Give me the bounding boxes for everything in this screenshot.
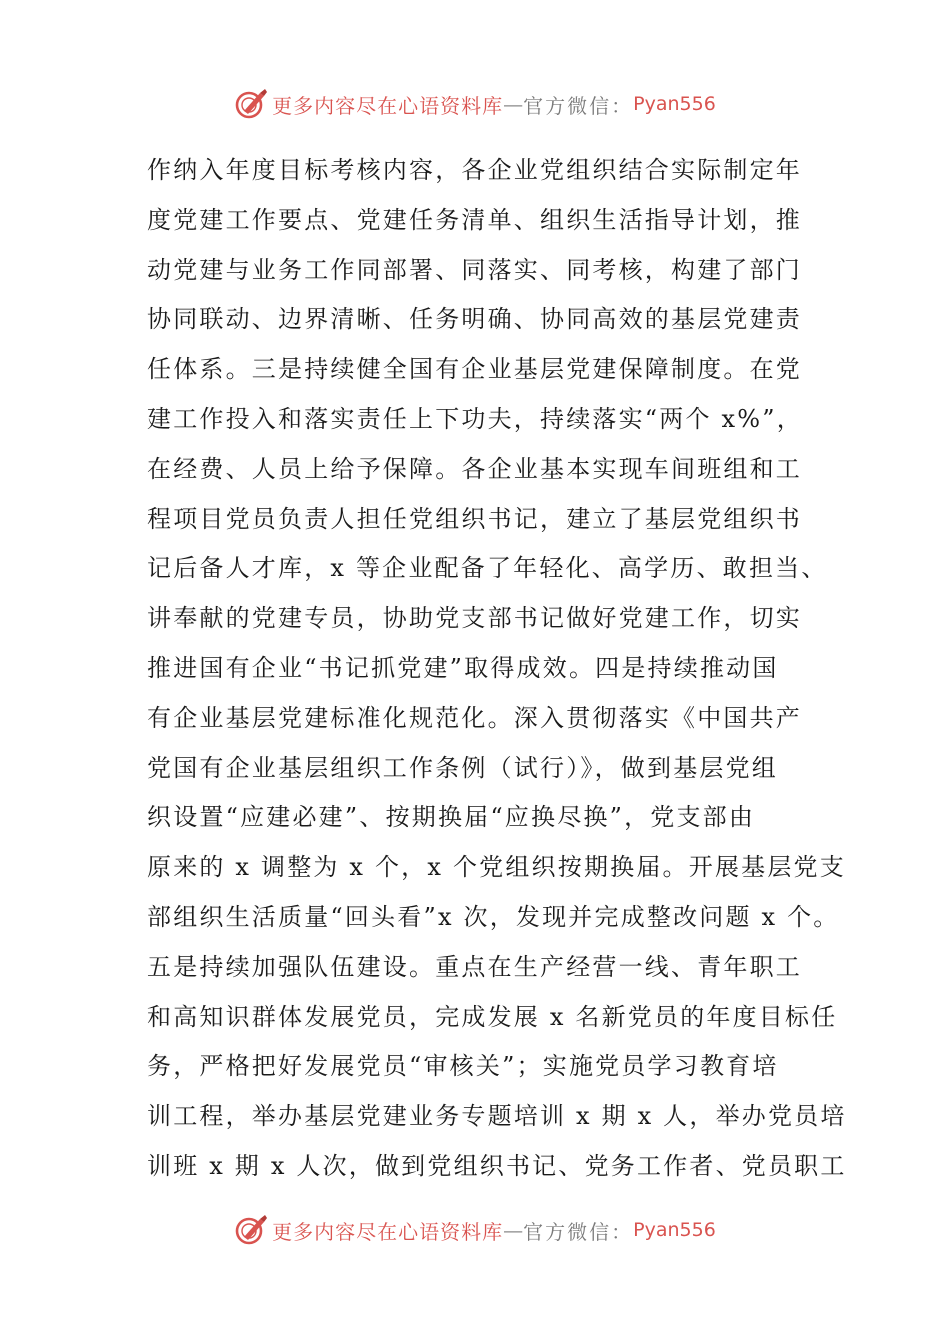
document-body <box>147 146 847 1192</box>
footer-banner <box>0 1210 950 1250</box>
pen-nib-logo-icon <box>234 87 268 121</box>
pen-nib-logo-icon <box>234 1213 268 1247</box>
text-line: 务，严格把好发展党员“审核关”；实施党员学习教育培 <box>147 1052 779 1081</box>
banner-dash: — <box>503 1218 524 1242</box>
text-line: 在经费、人员上给予保障。各企业基本实现车间班组和工 <box>147 454 802 483</box>
text-line: 训班 x 期 x 人次，做到党组织书记、党务工作者、党员职工 <box>147 1151 847 1180</box>
text-line: 织设置“应建必建”、按期换届“应换尽换”，党支部由 <box>147 803 756 832</box>
banner-site-text: 更多内容尽在心语资料库 <box>272 1219 504 1244</box>
text-line: 部组织生活质量“回头看”x 次，发现并完成整改问题 x 个。 <box>147 902 840 931</box>
text-line: 五是持续加强队伍建设。重点在生产经营一线、青年职工 <box>147 952 802 981</box>
header-banner <box>0 84 950 124</box>
text-line: 作纳入年度目标考核内容，各企业党组织结合实际制定年 <box>147 156 802 184</box>
text-line: 动党建与业务工作同部署、同落实、同考核，构建了部门 <box>147 255 802 284</box>
text-line: 训工程，举办基层党建业务专题培训 x 期 x 人，举办党员培 <box>147 1102 847 1131</box>
text-line: 度党建工作要点、党建任务清单、组织生活指导计划，推 <box>147 205 802 234</box>
text-line: 程项目党员负责人担任党组织书记，建立了基层党组织书 <box>147 504 802 533</box>
text-line: 记后备人才库，x 等企业配备了年轻化、高学历、敢担当、 <box>147 554 828 583</box>
banner-wechat-id: Pyan556 <box>633 1219 716 1241</box>
text-line: 任体系。三是持续健全国有企业基层党建保障制度。在党 <box>147 355 802 384</box>
text-line: 讲奉献的党建专员，协助党支部书记做好党建工作，切实 <box>147 604 802 633</box>
banner-site-text: 更多内容尽在心语资料库 <box>272 93 504 118</box>
banner-official-label: 官方微信： <box>523 93 634 118</box>
banner-official-label: 官方微信： <box>523 1219 634 1244</box>
text-line: 有企业基层党建标准化规范化。深入贯彻落实《中国共产 <box>147 703 802 732</box>
banner-wechat-id: Pyan556 <box>633 93 716 115</box>
text-line: 建工作投入和落实责任上下功夫，持续落实“两个 x%”， <box>147 404 803 433</box>
text-line: 和高知识群体发展党员，完成发展 x 名新党员的年度目标任 <box>147 1002 838 1031</box>
text-line: 党国有企业基层组织工作条例（试行）》，做到基层党组 <box>147 753 778 782</box>
text-line: 协同联动、边界清晰、任务明确、协同高效的基层党建责 <box>147 305 802 334</box>
text-line: 推进国有企业“书记抓党建”取得成效。四是持续推动国 <box>147 653 779 682</box>
text-line: 原来的 x 调整为 x 个，x 个党组织按期换届。开展基层党支 <box>147 853 846 882</box>
banner-dash: — <box>503 92 524 116</box>
